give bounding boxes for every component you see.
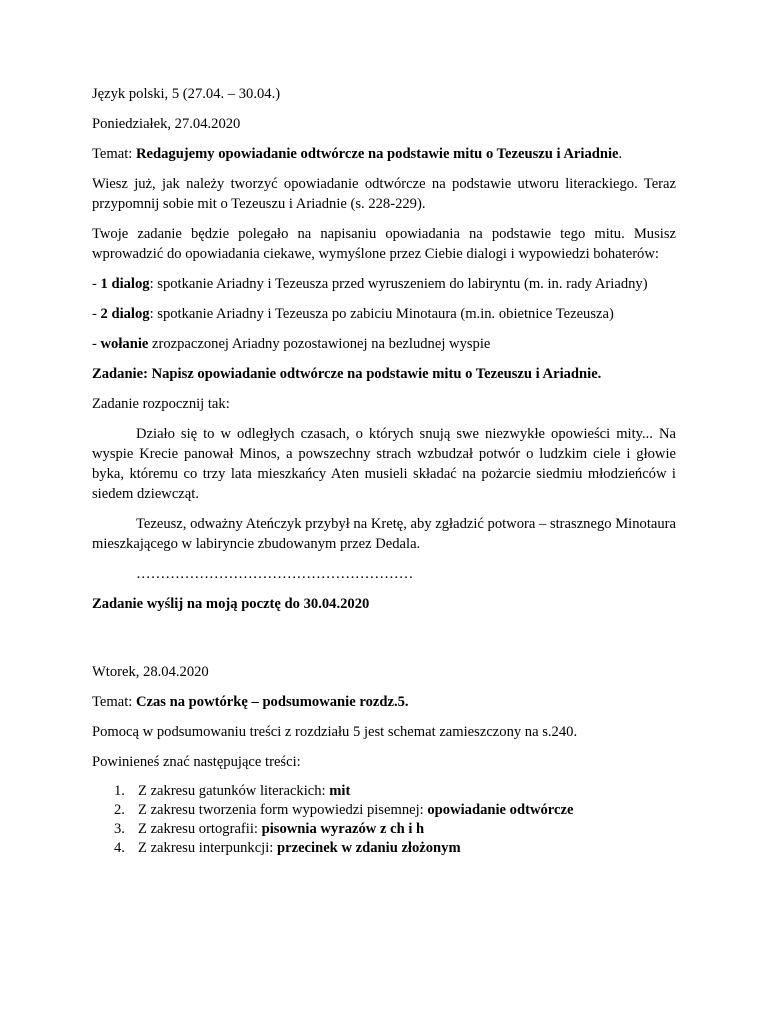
review-list: [92, 782, 676, 858]
day1-paragraph-2: Twoje zadanie będzie polegało na napisaniu opowiadania na podstawie tego mitu. Musisz wprowadzić do opowiadania ciekawe, wymyślone przez Ciebie dialogi i wypowiedzi bohaterów:: [92, 226, 676, 262]
day2-paragraph-1: Pomocą w podsumowaniu treści z rozdziału 5 jest schemat zamieszczony na s.240.: [92, 724, 578, 740]
list-item: 3. Z zakresu ortografii: pisownia wyrazów z ch i h: [114, 821, 425, 837]
day1-topic-title: Redagujemy opowiadanie odtwórcze na podstawie mitu o Tezeuszu i Ariadnie: [135, 146, 619, 162]
day2-paragraph-2: Powinieneś znać następujące treści:: [92, 754, 301, 770]
day1-task: Zadanie: Napisz opowiadanie odtwórcze na podstawie mitu o Tezeuszu i Ariadnie.: [92, 366, 602, 382]
day1-paragraph-1: Wiesz już, jak należy tworzyć opowiadanie odtwórcze na podstawie utworu literackiego. Teraz przypomnij sobie mit o Tezeuszu i Ariadnie (s. 228-229).: [92, 176, 676, 212]
day1-send-instruction: Zadanie wyślij na moją pocztę do 30.04.2020: [92, 596, 370, 612]
day1-topic: Temat: Redagujemy opowiadanie odtwórcze na podstawie mitu o Tezeuszu i Ariadnie.: [92, 146, 623, 162]
document-header: Język polski, 5 (27.04. – 30.04.): [92, 86, 281, 102]
day1-item-1: - 1 dialog: spotkanie Ariadny i Tezeusza przed wyruszeniem do labiryntu (m. in. rady Ariadny): [92, 276, 648, 292]
story-continuation-dots: …………………………………………………: [136, 566, 414, 582]
day1-item-3: - wołanie zrozpaczonej Ariadny pozostawionej na bezludnej wyspie: [92, 336, 491, 352]
day2-topic-title: Czas na powtórkę – podsumowanie rozdz.5.: [135, 694, 409, 710]
day2-date: Wtorek, 28.04.2020: [92, 664, 209, 680]
list-item: 4. Z zakresu interpunkcji: przecinek w zdaniu złożonym: [114, 840, 461, 856]
list-item: 1. Z zakresu gatunków literackich: mit: [114, 783, 351, 799]
day2-topic: Temat: Czas na powtórkę – podsumowanie rozdz.5.: [92, 694, 409, 710]
day1-start: Zadanie rozpocznij tak:: [92, 396, 230, 412]
document-content: [92, 84, 676, 858]
section-spacer: [92, 624, 676, 662]
story-paragraph-1: Działo się to w odległych czasach, o których snują swe niezwykłe opowieści mity... Na wyspie Krecie panował Minos, a powszechny strach wzbudzał potwór o ludzkim ciele i głowie byka, któremu co trzy lata mieszkańcy Aten musieli składać na pożarcie siedmiu młodzieńców i siedem dziewcząt.: [92, 426, 676, 502]
day1-date: Poniedziałek, 27.04.2020: [92, 116, 241, 132]
story-paragraph-2: Tezeusz, odważny Ateńczyk przybył na Kretę, aby zgładzić potwora – strasznego Minotaura mieszkającego w labiryncie zbudowanym przez Dedala.: [92, 516, 676, 552]
list-item: 2. Z zakresu tworzenia form wypowiedzi pisemnej: opowiadanie odtwórcze: [114, 802, 574, 818]
day1-item-2: - 2 dialog: spotkanie Ariadny i Tezeusza po zabiciu Minotaura (m.in. obietnice Tezeusza): [92, 306, 614, 322]
